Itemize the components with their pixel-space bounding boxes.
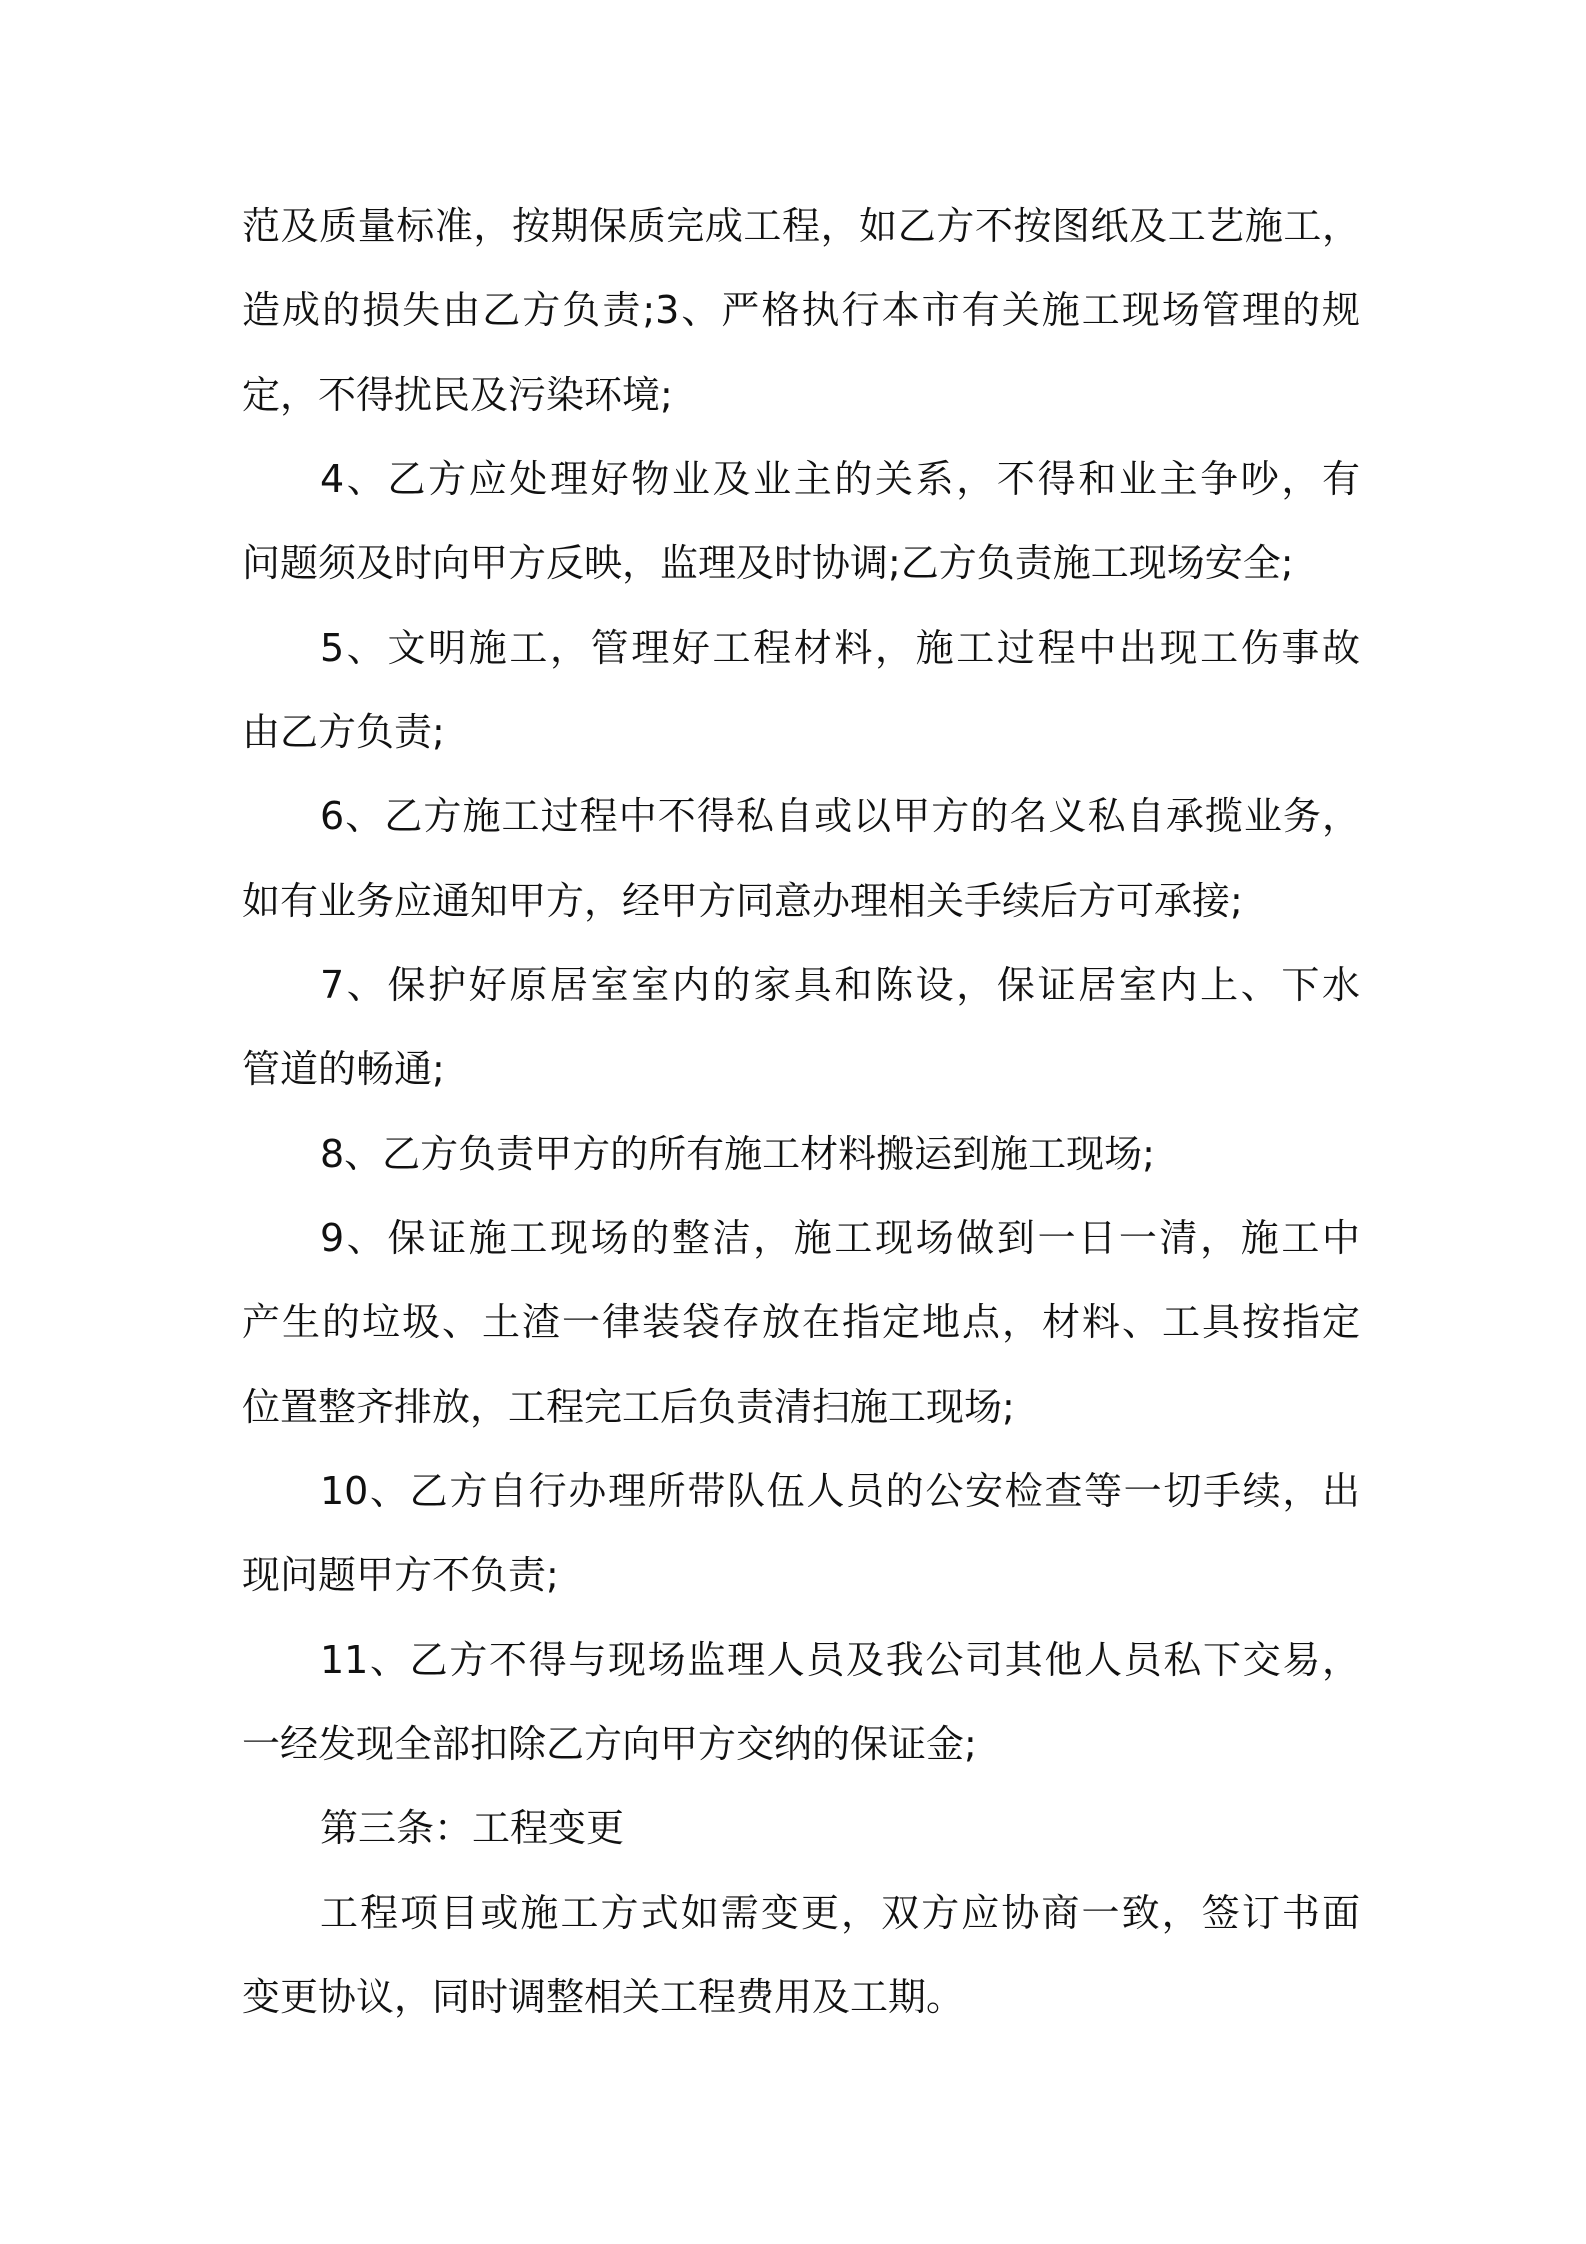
text-line: 工程项目或施工方式如需变更，双方应协商一致，签订书面 [320,1890,1360,1935]
text-line: 管道的畅通; [242,1047,445,1092]
text-line: 定，不得扰民及污染环境; [242,372,673,417]
text-line: 6、乙方施工过程中不得私自或以甲方的名义私自承揽业务， [320,794,1360,839]
paragraph-clause-6 [242,774,1360,943]
text-line: 现问题甲方不负责; [242,1553,559,1598]
paragraph-engineering-change [242,1871,1360,2040]
text-line: 变更协议，同时调整相关工程费用及工期。 [242,1974,965,2019]
text-line: 造成的损失由乙方负责;3、严格执行本市有关施工现场管理的规 [242,288,1360,333]
paragraph-clause-8 [242,1112,1360,1196]
text-line: 问题须及时向甲方反映，监理及时协调;乙方负责施工现场安全; [242,541,1294,586]
paragraph-clause-continuation [242,184,1360,437]
section-heading [242,1786,1360,1870]
text-line: 5、文明施工，管理好工程材料，施工过程中出现工伤事故 [320,625,1360,670]
section-heading-text: 第三条：工程变更 [320,1806,625,1851]
document-body [242,184,1360,2039]
text-line: 11、乙方不得与现场监理人员及我公司其他人员私下交易， [320,1637,1360,1682]
text-line: 位置整齐排放，工程完工后负责清扫施工现场; [242,1384,1015,1429]
paragraph-clause-4 [242,437,1360,606]
text-line: 范及质量标准，按期保质完成工程，如乙方不按图纸及工艺施工， [242,204,1360,248]
paragraph-clause-9 [242,1196,1360,1449]
text-line: 7、保护好原居室室内的家具和陈设，保证居室内上、下水 [320,962,1360,1007]
text-line: 由乙方负责; [242,709,445,754]
text-line: 一经发现全部扣除乙方向甲方交纳的保证金; [242,1721,977,1766]
text-line: 如有业务应通知甲方，经甲方同意办理相关手续后方可承接; [242,878,1243,923]
text-line: 4、乙方应处理好物业及业主的关系，不得和业主争吵，有 [320,456,1360,501]
paragraph-clause-10 [242,1449,1360,1618]
text-line: 产生的垃圾、土渣一律装袋存放在指定地点，材料、工具按指定 [242,1300,1360,1345]
paragraph-clause-7 [242,943,1360,1112]
text-line: 10、乙方自行办理所带队伍人员的公安检查等一切手续，出 [320,1468,1360,1513]
text-line: 8、乙方负责甲方的所有施工材料搬运到施工现场; [320,1131,1155,1176]
paragraph-clause-5 [242,606,1360,775]
text-line: 9、保证施工现场的整洁，施工现场做到一日一清，施工中 [320,1215,1360,1260]
paragraph-clause-11 [242,1618,1360,1787]
